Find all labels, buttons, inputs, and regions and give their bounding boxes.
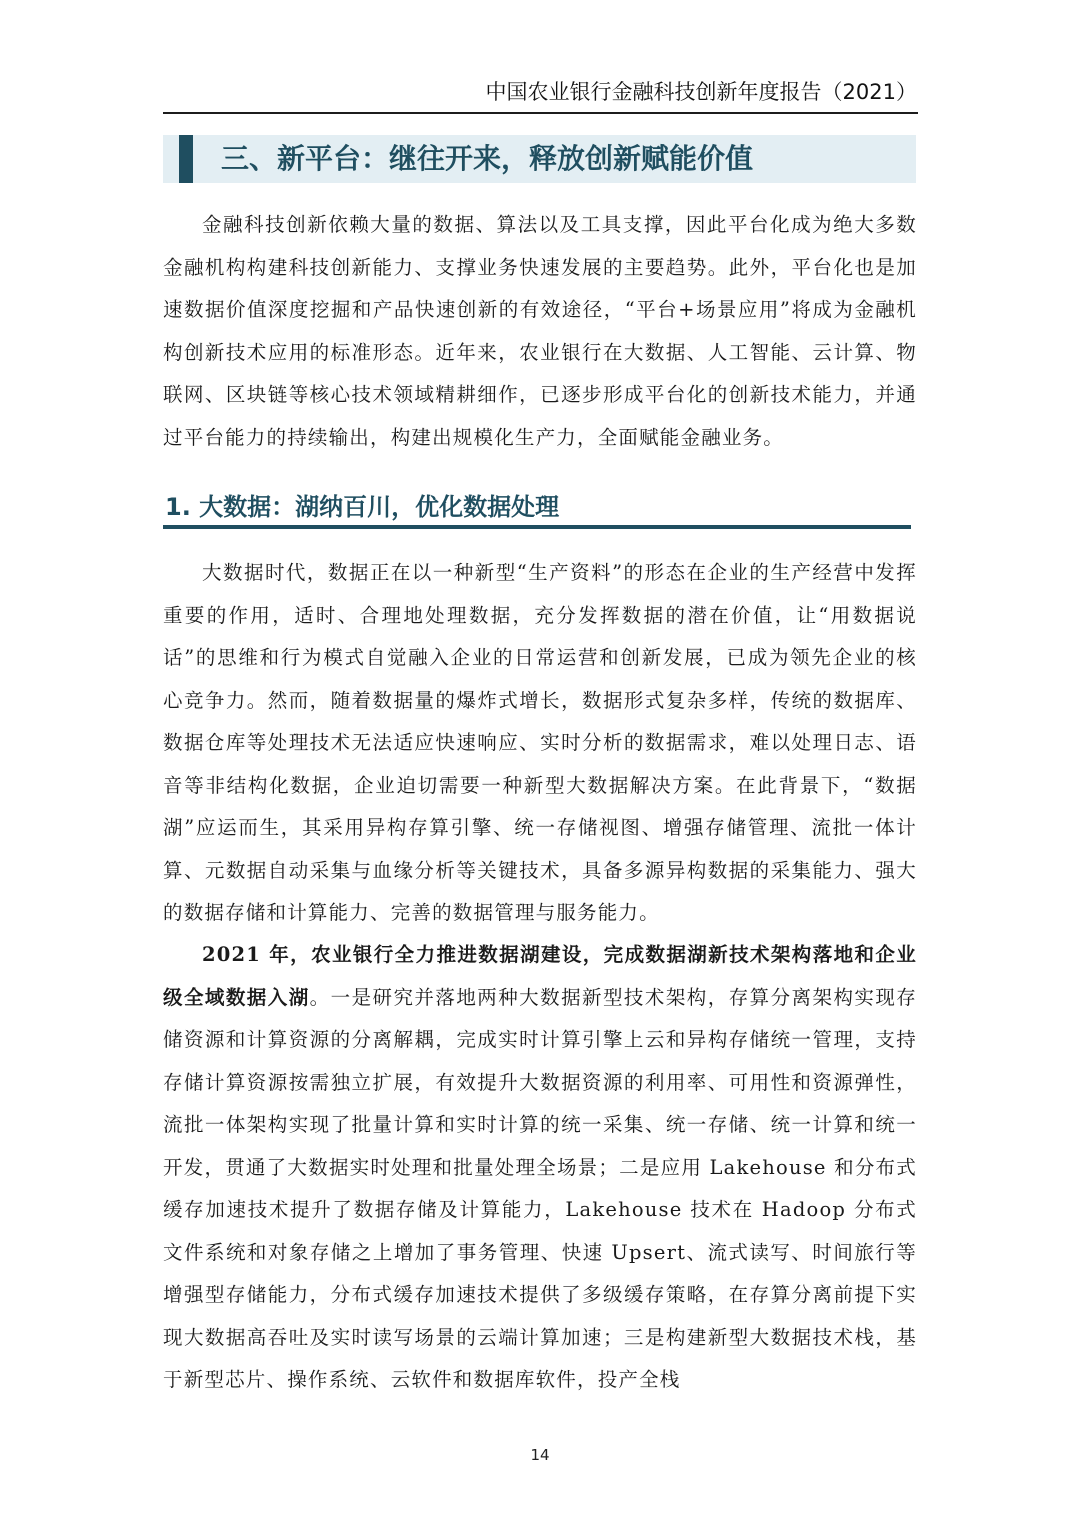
section-title: 三、新平台：继往开来，释放创新赋能价值 <box>221 142 754 175</box>
section-accent-bar <box>179 135 193 183</box>
page-number: 14 <box>530 1446 550 1464</box>
body-paragraph-2-text: 。一是研究并落地两种大数据新型技术架构，存算分离架构实现存储资源和计算资源的分离解耦，完成实时计算引擎上云和异构存储统一管理，支持存储计算资源按需独立扩展，有效提升大数据资源的利用率、可用性和资源弹性，流批一体架构实现了批量计算和实时计算的统一采集、统一存储、统一计算和统一开发，贯通了大数据实时处理和批量处理全场景；二是应用 Lakehouse 和分布式缓存加速技术提升了数据存储及计算能力，Lakehouse 技术在 Hadoop 分布式文件系统和对象存储之上增加了事务管理、快速 Upsert、流式读写、时间旅行等增强型存储能力，分布式缓存加速技术提供了多级缓存策略，在存算分离前提下实现大数据高吞吐及实时读写场景的云端计算加速；三是构建新型大数据技术栈，基于新型芯片、操作系统、云软件和数据库软件，投产全栈 <box>163 985 917 1391</box>
intro-paragraph: 金融科技创新依赖大量的数据、算法以及工具支撑，因此平台化成为绝大多数金融机构构建科技创新能力、支撑业务快速发展的主要趋势。此外，平台化也是加速数据价值深度挖掘和产品快速创新的有效途径，“平台+场景应用”将成为金融机构创新技术应用的标准形态。近年来，农业银行在大数据、人工智能、云计算、物联网、区块链等核心技术领域精耕细作，已逐步形成平台化的创新技术能力，并通过平台能力的持续输出，构建出规模化生产力，全面赋能金融业务。 <box>163 213 917 449</box>
body-paragraph-2-bold-lead: 2021 年，农业银行全力推进数据湖建设，完成数据湖新技术架构落地和企业级全域数据入湖 <box>163 943 917 1009</box>
subsection-title: 1. 大数据：湖纳百川，优化数据处理 <box>165 493 560 521</box>
header-divider <box>163 112 918 114</box>
section-banner <box>163 135 916 183</box>
subsection-divider <box>163 525 911 529</box>
report-header-title: 中国农业银行金融科技创新年度报告（2021） <box>485 80 917 104</box>
body-paragraph-2 <box>163 934 917 1402</box>
body-paragraph-1: 大数据时代，数据正在以一种新型“生产资料”的形态在企业的生产经营中发挥重要的作用，适时、合理地处理数据，充分发挥数据的潜在价值，让“用数据说话”的思维和行为模式自觉融入企业的日常运营和创新发展，已成为领先企业的核心竞争力。然而，随着数据量的爆炸式增长，数据形式复杂多样，传统的数据库、数据仓库等处理技术无法适应快速响应、实时分析的数据需求，难以处理日志、语音等非结构化数据，企业迫切需要一种新型大数据解决方案。在此背景下，“数据湖”应运而生，其采用异构存算引擎、统一存储视图、增强存储管理、流批一体计算、元数据自动采集与血缘分析等关键技术，具备多源异构数据的采集能力、强大的数据存储和计算能力、完善的数据管理与服务能力。 <box>163 561 917 924</box>
